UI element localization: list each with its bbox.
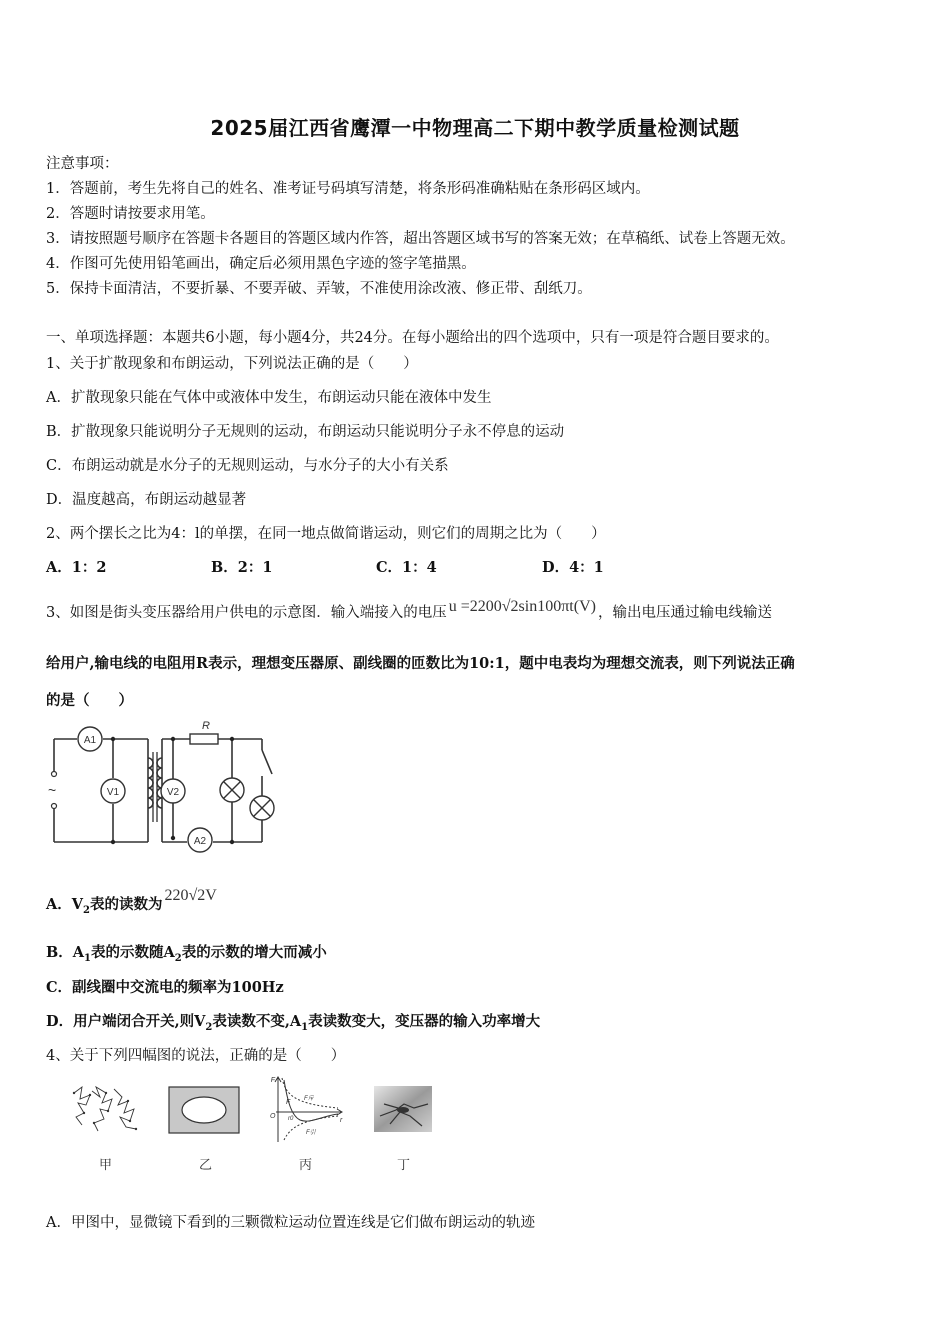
figure-yi-soap-film <box>168 1086 240 1134</box>
q3-option-a-formula: 220√2V <box>164 887 217 904</box>
graph-f-attract-label: F引 <box>306 1130 316 1136</box>
q2-option-c: C．1：4 <box>376 559 437 576</box>
q3-stem-line3: 的是（ ） <box>46 692 133 709</box>
voltmeter-v1 <box>101 779 125 803</box>
q3-stem-line1 <box>46 598 772 622</box>
figure-label-ding: 丁 <box>397 1158 411 1173</box>
svg-text:A2: A2 <box>193 836 207 847</box>
q1-option-c: C．布朗运动就是水分子的无规则运动，与水分子的大小有关系 <box>46 458 449 474</box>
graph-r0-label: r0 <box>288 1116 294 1122</box>
notice-item-5: 5．保持卡面清洁，不要折暴、不要弄破、弄皱，不准使用涂改液、修正带、刮纸刀。 <box>46 281 592 297</box>
transformer-circuit-diagram <box>40 716 285 856</box>
q1-stem: 1、关于扩散现象和布朗运动，下列说法正确的是（ ） <box>46 356 418 372</box>
q3-stem-part2: ，输出电压通过输电线输送 <box>597 605 772 621</box>
figure-label-yi: 乙 <box>199 1158 213 1173</box>
figure-ding-water-surface-photo <box>374 1086 432 1132</box>
svg-text:A1: A1 <box>83 735 97 746</box>
svg-text:V2: V2 <box>166 787 180 798</box>
q3-stem-line2: 给用户,输电线的电阻用R表示，理想变压器原、副线圈的匝数比为10:1，题中电表均为理想交流表，则下列说法正确 <box>46 655 795 672</box>
ammeter-a1 <box>78 727 102 751</box>
q3-voltage-formula: u =2200√2sin100πt(V) <box>448 598 596 615</box>
ammeter-a2 <box>188 828 212 852</box>
figure-label-bing: 丙 <box>299 1158 313 1173</box>
q3-option-d: D．用户端闭合开关,则$V_2$表读数不变$,A_1$表读数变大，变压器的输入功率增大 <box>46 1013 541 1033</box>
q3-option-c: C．副线圈中交流电的频率为100Hz <box>46 979 284 996</box>
graph-axis-x-label: r <box>340 1117 343 1124</box>
notice-heading: 注意事项： <box>46 156 119 172</box>
q3-option-b: B．$A_1$表的示数随$A_2$表的示数的增大而减小 <box>46 944 327 964</box>
voltmeter-v2 <box>161 779 185 803</box>
notice-item-3: 3．请按照题号顺序在答题卡各题目的答题区域内作答，超出答题区域书写的答案无效；在草稿纸、试卷上答题无效。 <box>46 231 795 247</box>
graph-f-repel-label: F斥 <box>304 1096 314 1102</box>
q2-options <box>46 556 906 576</box>
q2-option-d: D．4：1 <box>542 559 604 576</box>
resistor-r <box>190 720 218 744</box>
graph-axis-y-label: F <box>270 1077 275 1084</box>
svg-text:V1: V1 <box>106 787 120 798</box>
q2-stem: 2、两个摆长之比为4：l的单摆，在同一地点做简谐运动，则它们的周期之比为（ ） <box>46 526 606 542</box>
lamp-2-icon <box>250 796 274 820</box>
notice-item-4: 4．作图可先使用铅笔画出，确定后必须用黑色字迹的签字笔描黑。 <box>46 256 476 272</box>
q1-option-b: B．扩散现象只能说明分子无规则的运动，布朗运动只能说明分子永不停息的运动 <box>46 424 565 440</box>
graph-f-label: F <box>286 1099 291 1106</box>
q1-option-a: A．扩散现象只能在气体中或液体中发生，布朗运动只能在液体中发生 <box>46 390 492 406</box>
q3-stem-part1: 3、如图是街头变压器给用户供电的示意图．输入端接入的电压 <box>46 605 447 621</box>
notice-item-1: 1．答题前，考生先将自己的姓名、准考证号码填写清楚，将条形码准确粘贴在条形码区域内。 <box>46 181 650 197</box>
section-heading: 一、单项选择题：本题共6小题，每小题4分，共24分。在每小题给出的四个选项中，只有一项是符合题目要求的。 <box>46 330 779 346</box>
figure-jia-brownian-paths <box>70 1083 142 1135</box>
q1-option-d: D．温度越高，布朗运动越显著 <box>46 492 247 508</box>
notice-item-2: 2．答题时请按要求用笔。 <box>46 206 215 222</box>
page-title: 2025届江西省鹰潭一中物理高二下期中教学质量检测试题 <box>210 116 740 140</box>
q4-stem: 4、关于下列四幅图的说法，正确的是（ ） <box>46 1048 346 1064</box>
graph-origin-label: O <box>270 1113 276 1120</box>
q4-option-a: A．甲图中，显微镜下看到的三颗微粒运动位置连线是它们做布朗运动的轨迹 <box>46 1215 535 1231</box>
lamp-1-icon <box>220 778 244 802</box>
svg-text:R: R <box>202 720 210 732</box>
q2-option-b: B．2：1 <box>211 559 273 576</box>
ac-source-symbol: ~ <box>48 782 57 798</box>
q3-option-a: A．$V_2$表的读数为220√2V <box>46 887 217 916</box>
q2-option-a: A．1：2 <box>46 559 107 576</box>
figure-label-jia: 甲 <box>99 1158 113 1173</box>
figure-bing-force-graph <box>266 1074 346 1146</box>
